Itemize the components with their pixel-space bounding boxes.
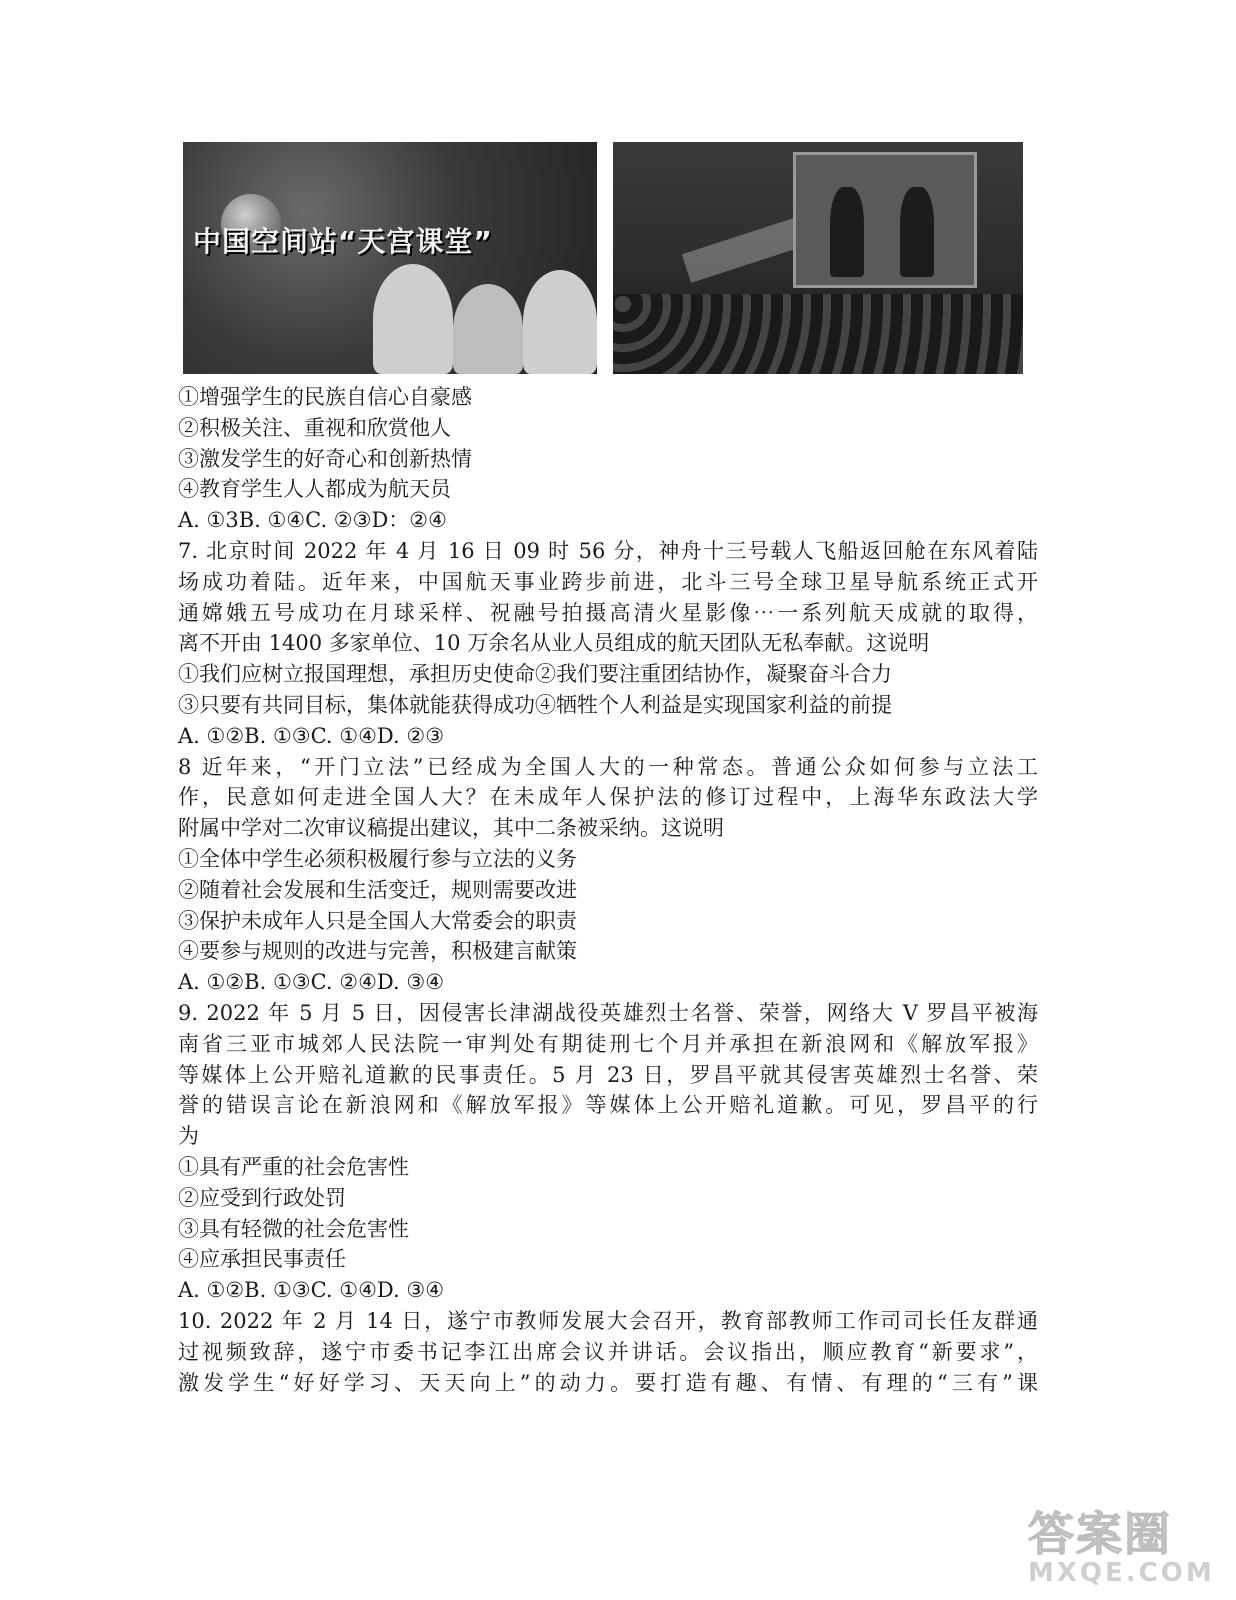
option-line: ②应受到行政处罚 — [178, 1185, 346, 1210]
question-7-line: 离不开由 1400 多家单位、10 万余名从业人员组成的航天团队无私奉献。这说明 — [178, 631, 930, 656]
question-8-line: 附属中学对二次审议稿提出建议，其中二条被采纳。这说明 — [178, 816, 724, 841]
question-7-line: 通嫦娥五号成功在月球采样、祝融号拍摄高清火星影像⋯一系列航天成就的取得， — [178, 600, 1038, 625]
astronaut-figure — [523, 270, 597, 374]
astronaut-figure — [373, 264, 453, 374]
astronaut-on-screen — [900, 187, 934, 277]
astronaut-on-screen — [830, 187, 864, 277]
option-line: ④应承担民事责任 — [178, 1247, 346, 1272]
question-10-line: 10. 2022 年 2 月 14 日，遂宁市教师发展大会召开，教育部教师工作司司长任友群通 — [178, 1308, 1038, 1333]
question-9-line: 南省三亚市城郊人民法院一审判处有期徒刑七个月并承担在新浪网和《解放军报》 — [178, 1031, 1038, 1056]
option-line: ③只要有共同目标，集体就能获得成功④牺牲个人利益是实现国家利益的前提 — [178, 692, 892, 717]
watermark-logo-text: 答案圈 — [1028, 1507, 1172, 1561]
question-9-line: 9. 2022 年 5 月 5 日，因侵害长津湖战役英雄烈士名誉、荣誉，网络大 V 罗昌平被海 — [178, 1000, 1038, 1025]
answer-choices: A. ①②B. ①③C. ①④D. ③④ — [178, 1278, 445, 1303]
option-line: ①具有严重的社会危害性 — [178, 1154, 409, 1179]
option-line: ①增强学生的民族自信心自豪感 — [178, 385, 472, 409]
option-line: ③激发学生的好奇心和创新热情 — [178, 446, 472, 471]
question-9-line: 为 — [178, 1124, 199, 1149]
question-7-line: 7. 北京时间 2022 年 4 月 16 日 09 时 56 分，神舟十三号载人飞船返回舱在东风着陆 — [178, 538, 1038, 563]
option-line: ③具有轻微的社会危害性 — [178, 1216, 409, 1241]
question-9-line: 誉的错误言论在新浪网和《解放军报》等媒体上公开赔礼道歉。可见，罗昌平的行 — [178, 1093, 1038, 1118]
question-10-line: 过视频致辞，遂宁市委书记李江出席会议并讲话。会议指出，顺应教育“新要求”， — [178, 1339, 1038, 1364]
question-8-line: 8 近年来，“开门立法”已经成为全国人大的一种常态。普通公众如何参与立法工 — [178, 754, 1038, 779]
illustrations — [183, 142, 1023, 374]
option-line: ①全体中学生必须积极履行参与立法的义务 — [178, 846, 577, 871]
watermark-url: MXQE.COM — [1028, 1558, 1215, 1588]
answer-choices: A. ①②B. ①③C. ②④D. ③④ — [178, 970, 445, 995]
answer-choices: A. ①3B. ①④C. ②③D：②④ — [178, 508, 447, 533]
question-7-line: 场成功着陆。近年来，中国航天事业跨步前进，北斗三号全球卫星导航系统正式开 — [178, 569, 1038, 594]
astronaut-figure — [453, 284, 523, 374]
option-line: ①我们应树立报国理想，承担历史使命②我们要注重团结协作，凝聚奋斗合力 — [178, 662, 892, 687]
exam-text — [178, 382, 1038, 1398]
projection-screen — [793, 152, 977, 288]
question-8-line: 作，民意如何走进全国人大？在未成年人保护法的修订过程中，上海华东政法大学 — [178, 785, 1038, 810]
option-line: ③保护未成年人只是全国人大常委会的职责 — [178, 908, 577, 933]
option-line: ④教育学生人人都成为航天员 — [178, 477, 451, 502]
question-10-line: 激发学生“好好学习、天天向上”的动力。要打造有趣、有情、有理的“三有”课 — [178, 1370, 1038, 1395]
option-line: ②随着社会发展和生活变迁，规则需要改进 — [178, 877, 577, 902]
option-line: ②积极关注、重视和欣赏他人 — [178, 415, 451, 440]
site-watermark — [1028, 1498, 1218, 1590]
answer-choices: A. ①②B. ①③C. ①④D. ②③ — [178, 723, 445, 748]
option-line: ④要参与规则的改进与完善，积极建言献策 — [178, 939, 577, 964]
classroom-screen-photo — [613, 142, 1023, 374]
student-audience — [613, 294, 1023, 374]
space-classroom-poster — [183, 142, 597, 374]
poster-banner: 中国空间站“天宫课堂” — [193, 225, 493, 258]
question-9-line: 等媒体上公开赔礼道歉的民事责任。5 月 23 日，罗昌平就其侵害英雄烈士名誉、荣 — [178, 1062, 1038, 1087]
